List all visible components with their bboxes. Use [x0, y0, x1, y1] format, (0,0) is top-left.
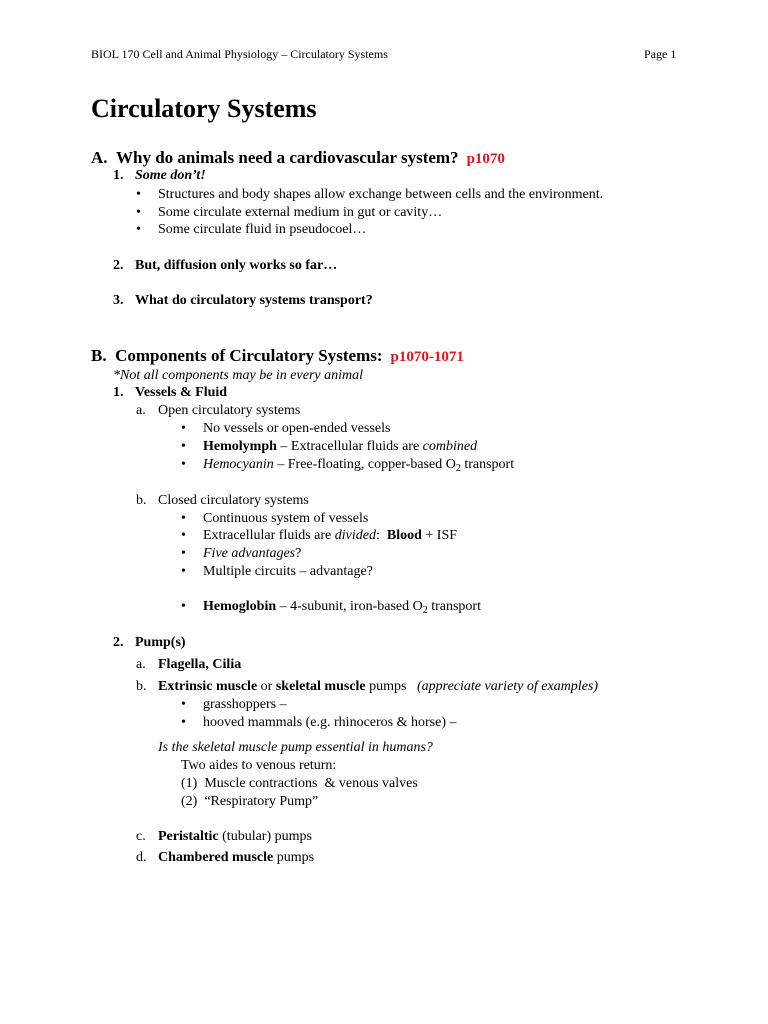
- bullet-icon: •: [136, 222, 141, 237]
- list-item-text: No vessels or open-ended vessels: [203, 421, 391, 436]
- list-item: [136, 222, 366, 238]
- section-a-heading-text: A. Why do animals need a cardiovascular system?: [91, 148, 459, 167]
- term-chambered-muscle: Chambered muscle: [158, 850, 274, 865]
- section-b-heading-text: B. Components of Circulatory Systems:: [91, 346, 383, 365]
- section-a-page-ref: p1070: [466, 151, 505, 167]
- item-letter: a.: [136, 657, 146, 672]
- item-label: Flagella, Cilia: [158, 657, 242, 672]
- section-b-item-2: [113, 635, 186, 651]
- list-item: [181, 439, 477, 455]
- list-item: [181, 697, 287, 713]
- list-item-text: hooved mammals (e.g. rhinoceros & horse) –: [203, 715, 457, 730]
- bullet-icon: •: [181, 546, 186, 561]
- item-number: 2.: [113, 258, 124, 273]
- list-item-text: pumps: [273, 850, 315, 865]
- pump-d: [136, 850, 314, 866]
- item-letter: b.: [136, 493, 147, 508]
- section-a-item-1: [113, 168, 206, 184]
- list-item-text: – Free-floating, copper-based O: [273, 457, 456, 472]
- list-item: [181, 457, 514, 473]
- section-a-item-3: [113, 293, 373, 309]
- bullet-icon: •: [181, 697, 186, 712]
- item-number: 1.: [113, 385, 124, 400]
- subscript: 2: [455, 463, 461, 474]
- section-a-heading: [91, 148, 505, 168]
- pump-c: [136, 829, 312, 845]
- item-label: Vessels & Fluid: [135, 385, 228, 400]
- item-label: But, diffusion only works so far…: [135, 258, 338, 273]
- emphasis-text: combined: [422, 439, 478, 454]
- pump-a: [136, 657, 241, 673]
- list-item-text: – 4-subunit, iron-based O: [276, 599, 423, 614]
- list-item-text: transport: [460, 457, 515, 472]
- item-number: 3.: [113, 293, 124, 308]
- item-label: Closed circulatory systems: [158, 493, 309, 508]
- aide-1: (1) Muscle contractions & venous valves: [181, 776, 418, 791]
- aides-label: Two aides to venous return:: [181, 758, 337, 773]
- bullet-icon: •: [181, 511, 186, 526]
- section-b-item-1: [113, 385, 227, 401]
- list-item-text: :: [376, 528, 387, 543]
- list-item: [181, 546, 301, 562]
- emphasis-text: Five advantages: [203, 546, 296, 561]
- list-item-text: ?: [295, 546, 302, 561]
- list-item-text: + ISF: [421, 528, 458, 543]
- section-b-heading: [91, 346, 464, 366]
- bullet-icon: •: [181, 457, 186, 472]
- term-peristaltic: Peristaltic: [158, 829, 219, 844]
- term-extrinsic-muscle: Extrinsic muscle: [158, 679, 258, 694]
- item-letter: a.: [136, 403, 146, 418]
- bullet-icon: •: [181, 528, 186, 543]
- list-item-text: Some circulate fluid in pseudocoel…: [158, 222, 367, 237]
- item-letter: d.: [136, 850, 147, 865]
- emphasis-text: (appreciate variety of examples): [417, 679, 599, 694]
- open-systems-label: [136, 403, 300, 419]
- item-label: Open circulatory systems: [158, 403, 301, 418]
- page-title: Circulatory Systems: [91, 94, 317, 123]
- bullet-icon: •: [181, 599, 186, 614]
- list-item-text: grasshoppers –: [203, 697, 287, 712]
- header-course: BIOL 170 Cell and Animal Physiology – Circulatory Systems: [91, 47, 388, 61]
- list-item: [181, 564, 373, 580]
- list-item-text: or: [257, 679, 276, 694]
- question-text: Is the skeletal muscle pump essential in humans?: [158, 740, 433, 755]
- emphasis-text: divided: [334, 528, 376, 543]
- list-item: [181, 421, 390, 437]
- bullet-icon: •: [136, 205, 141, 220]
- section-a-item-2: [113, 258, 337, 274]
- list-item: [181, 599, 481, 615]
- bullet-icon: •: [181, 564, 186, 579]
- term-hemolymph: Hemolymph: [203, 439, 277, 454]
- aide-2: (2) “Respiratory Pump”: [181, 794, 319, 809]
- bullet-icon: •: [181, 421, 186, 436]
- item-label: What do circulatory systems transport?: [135, 293, 373, 308]
- bullet-icon: •: [181, 439, 186, 454]
- item-letter: b.: [136, 679, 147, 694]
- term-hemoglobin: Hemoglobin: [203, 599, 277, 614]
- term-hemocyanin: Hemocyanin: [203, 457, 274, 472]
- list-item: [136, 187, 603, 203]
- section-b-note: *Not all components may be in every animal: [113, 368, 364, 383]
- list-item-text: Continuous system of vessels: [203, 511, 369, 526]
- list-item: [181, 511, 368, 527]
- item-letter: c.: [136, 829, 146, 844]
- list-item-text: – Extracellular fluids are: [276, 439, 423, 454]
- page-number: Page 1: [644, 47, 677, 61]
- item-label: Pump(s): [135, 635, 186, 650]
- list-item-text: Multiple circuits – advantage?: [203, 564, 373, 579]
- term-blood: Blood: [386, 528, 422, 543]
- list-item: [136, 205, 442, 221]
- list-item-text: Some circulate external medium in gut or cavity…: [158, 205, 443, 220]
- term-skeletal-muscle: skeletal muscle: [275, 679, 366, 694]
- list-item: [181, 528, 457, 544]
- item-number: 2.: [113, 635, 124, 650]
- item-number: 1.: [113, 168, 124, 183]
- subscript: 2: [422, 605, 428, 616]
- section-b-page-ref: p1070-1071: [390, 349, 464, 365]
- list-item-text: Extracellular fluids are: [203, 528, 335, 543]
- closed-systems-label: [136, 493, 309, 509]
- list-item: [181, 715, 457, 731]
- item-label: Some don’t!: [135, 168, 206, 183]
- list-item-text: Structures and body shapes allow exchange between cells and the environment.: [158, 187, 604, 202]
- pump-b: [136, 679, 598, 695]
- list-item-text: pumps: [365, 679, 417, 694]
- bullet-icon: •: [181, 715, 186, 730]
- list-item-text: (tubular) pumps: [218, 829, 312, 844]
- bullet-icon: •: [136, 187, 141, 202]
- list-item-text: transport: [427, 599, 481, 614]
